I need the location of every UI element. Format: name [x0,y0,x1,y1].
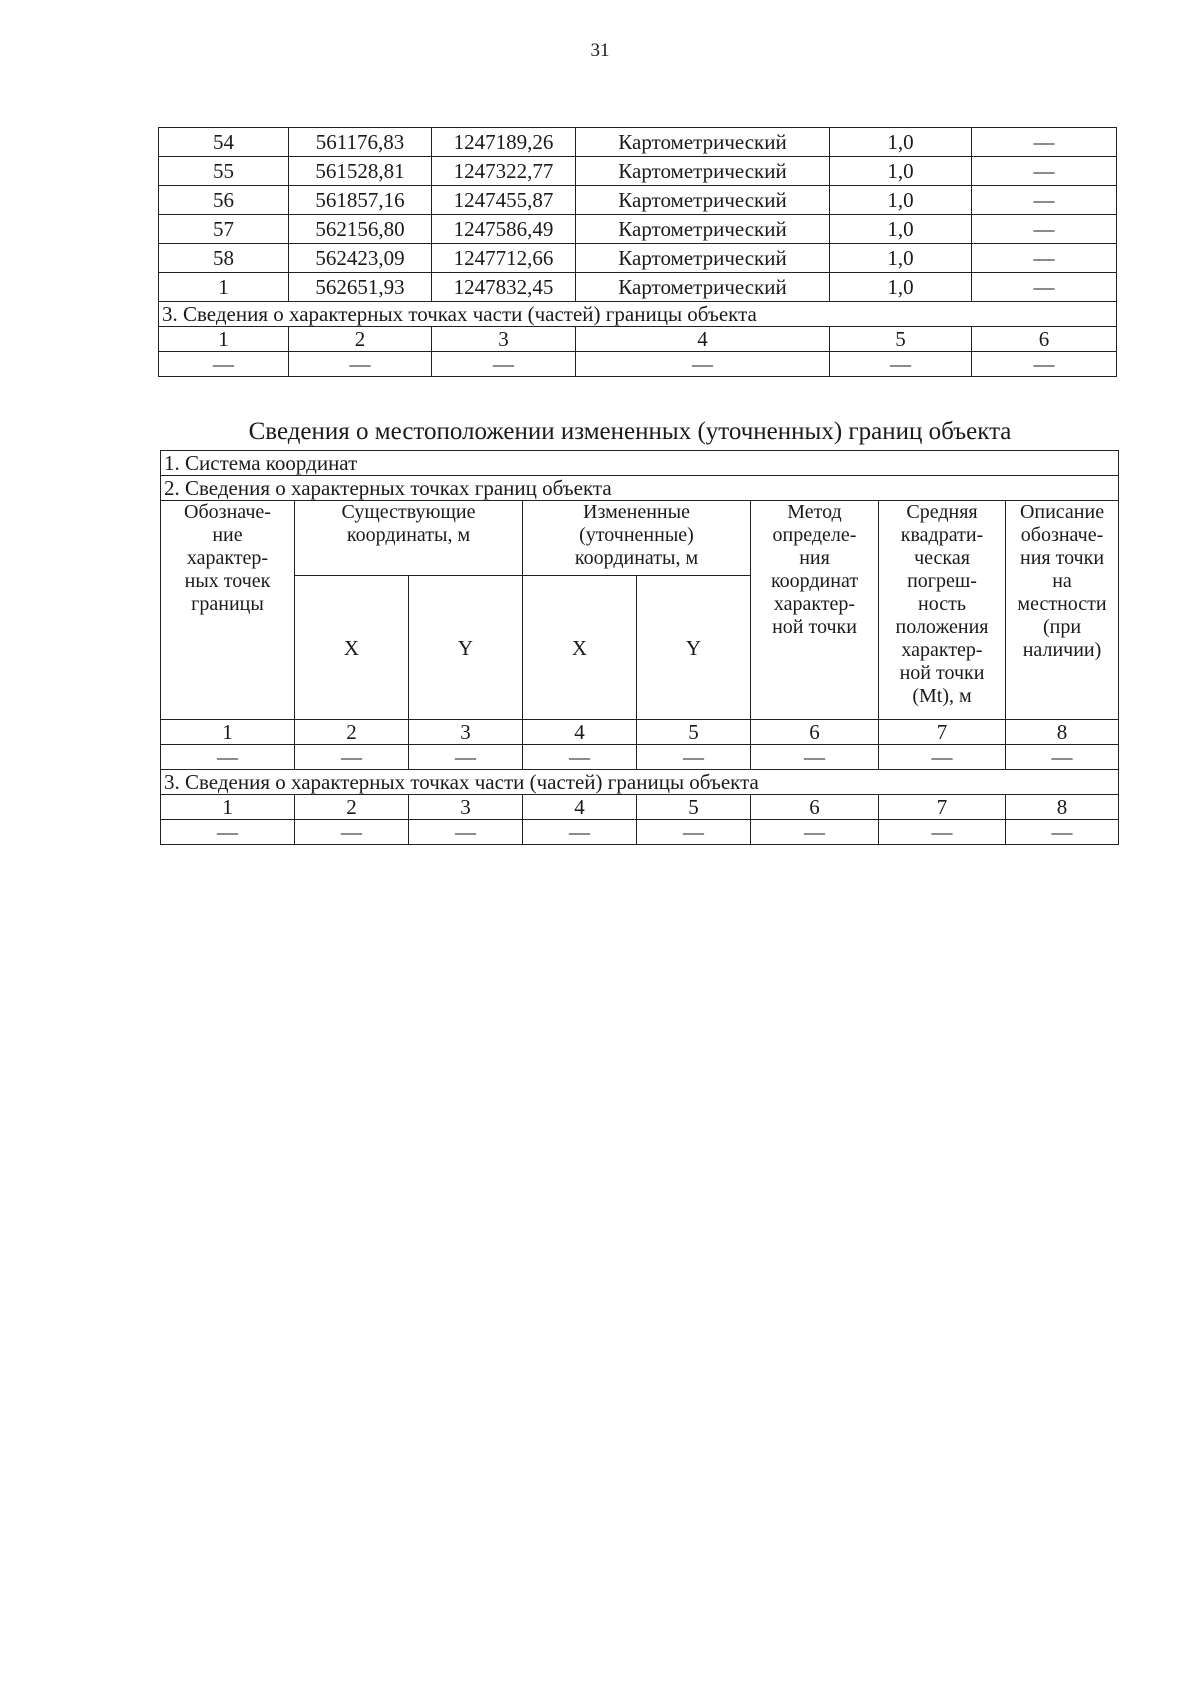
column-number: 4 [523,720,637,745]
dash-cell: — [523,745,637,770]
dash-cell: — [576,352,830,377]
column-number: 6 [751,720,879,745]
coord-y: 1247586,49 [432,215,576,244]
dash-cell: — [523,820,637,845]
column-number: 1 [161,720,295,745]
coord-x: 562423,09 [289,244,432,273]
coord-y: 1247712,66 [432,244,576,273]
coord-x: 562156,80 [289,215,432,244]
accuracy: 1,0 [830,215,972,244]
description: — [972,128,1117,157]
accuracy: 1,0 [830,128,972,157]
accuracy: 1,0 [830,157,972,186]
method: Картометрический [576,186,830,215]
header-changed-coords: Измененные (уточненные) координаты, м [523,501,751,576]
header-existing-coords: Существующие координаты, м [295,501,523,576]
description: — [972,273,1117,302]
table-row [159,244,1117,273]
header-error: Средняя квадрати- ческая погреш- ность положения характер- ной точки (Mt), м [879,501,1006,720]
column-number: 7 [879,795,1006,820]
coord-x: 562651,93 [289,273,432,302]
dash-cell: — [830,352,972,377]
coord-x: 561176,83 [289,128,432,157]
dash-cell: — [879,745,1006,770]
dash-cell: — [409,745,523,770]
accuracy: 1,0 [830,186,972,215]
dash-cell: — [289,352,432,377]
dash-row [159,352,1117,377]
column-number: 5 [830,327,972,352]
changed-boundaries-table [160,450,1119,845]
column-number: 6 [972,327,1117,352]
coord-y: 1247455,87 [432,186,576,215]
column-number: 1 [161,795,295,820]
column-number: 3 [432,327,576,352]
description: — [972,215,1117,244]
point-number: 54 [159,128,289,157]
dash-cell: — [972,352,1117,377]
table-row [159,215,1117,244]
boundary-points-table [158,127,1117,377]
section-1-label: 1. Система координат [161,451,1119,476]
column-number: 2 [289,327,432,352]
table-row [159,186,1117,215]
column-number: 6 [751,795,879,820]
header-description: Описание обозначе- ния точки на местности (при наличии) [1006,501,1119,720]
coord-x: 561857,16 [289,186,432,215]
section-title: Сведения о местоположении измененных (уточненных) границ объекта [248,418,1012,445]
description: — [972,186,1117,215]
dash-cell: — [409,820,523,845]
dash-cell: — [751,820,879,845]
point-number: 1 [159,273,289,302]
point-number: 55 [159,157,289,186]
header-y: Y [637,576,751,720]
accuracy: 1,0 [830,273,972,302]
dash-cell: — [637,745,751,770]
table-row [159,128,1117,157]
method: Картометрический [576,128,830,157]
coord-y: 1247832,45 [432,273,576,302]
method: Картометрический [576,273,830,302]
header-row [161,501,1119,576]
column-number: 8 [1006,720,1119,745]
section-row [159,302,1117,327]
section-2-label: 2. Сведения о характерных точках границ объекта [161,476,1119,501]
dash-cell: — [295,745,409,770]
dash-row [161,820,1119,845]
section-row [161,451,1119,476]
section-row [161,770,1119,795]
column-number: 4 [523,795,637,820]
column-number: 2 [295,720,409,745]
column-number: 1 [159,327,289,352]
coord-x: 561528,81 [289,157,432,186]
column-number: 8 [1006,795,1119,820]
dash-cell: — [159,352,289,377]
page-number: 31 [590,40,610,61]
description: — [972,157,1117,186]
point-number: 58 [159,244,289,273]
header-designation: Обозначе- ние характер- ных точек границы [161,501,295,720]
column-numbers-row [161,720,1119,745]
description: — [972,244,1117,273]
point-number: 56 [159,186,289,215]
dash-cell: — [161,820,295,845]
header-method: Метод определе- ния координат характер- ной точки [751,501,879,720]
header-x: X [523,576,637,720]
column-number: 4 [576,327,830,352]
table-row [159,157,1117,186]
column-numbers-row [159,327,1117,352]
section-row [161,476,1119,501]
dash-cell: — [1006,745,1119,770]
column-number: 7 [879,720,1006,745]
column-number: 3 [409,795,523,820]
dash-cell: — [295,820,409,845]
dash-cell: — [161,745,295,770]
table-row [159,273,1117,302]
column-numbers-row [161,795,1119,820]
method: Картометрический [576,244,830,273]
method: Картометрический [576,215,830,244]
method: Картометрический [576,157,830,186]
column-number: 5 [637,795,751,820]
header-x: X [295,576,409,720]
dash-cell: — [879,820,1006,845]
column-number: 5 [637,720,751,745]
point-number: 57 [159,215,289,244]
column-number: 3 [409,720,523,745]
section-3-label: 3. Сведения о характерных точках части (частей) границы объекта [159,302,1117,327]
accuracy: 1,0 [830,244,972,273]
coord-y: 1247189,26 [432,128,576,157]
dash-row [161,745,1119,770]
column-number: 2 [295,795,409,820]
dash-cell: — [432,352,576,377]
dash-cell: — [637,820,751,845]
coord-y: 1247322,77 [432,157,576,186]
header-y: Y [409,576,523,720]
section-3-label: 3. Сведения о характерных точках части (частей) границы объекта [161,770,1119,795]
dash-cell: — [1006,820,1119,845]
dash-cell: — [751,745,879,770]
